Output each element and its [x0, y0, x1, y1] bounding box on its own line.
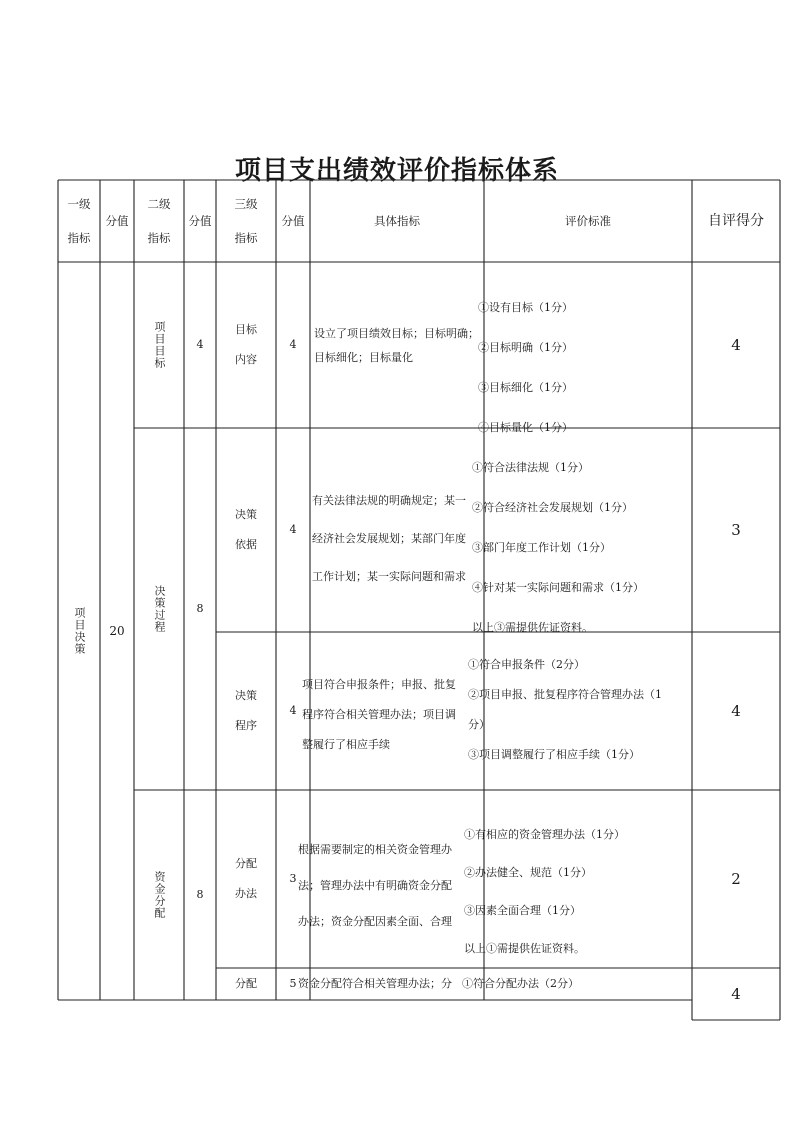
- criteria-line: ①符合法律法规（1分）: [472, 461, 589, 474]
- row-criteria: [478, 288, 690, 448]
- row-self-score: 2: [731, 870, 741, 888]
- level3-line1: 目标: [235, 323, 257, 336]
- row-level3: [216, 428, 276, 632]
- level3-line1: 决策: [235, 508, 257, 521]
- specific-line: 资金分配符合相关管理办法；分: [298, 977, 452, 990]
- row-score: 4: [289, 704, 297, 717]
- row-criteria: [472, 448, 690, 648]
- header-level1-line1: 一级: [67, 197, 91, 211]
- row-level3: [216, 968, 276, 1000]
- row-specific: [302, 670, 482, 760]
- row-criteria: [462, 974, 690, 994]
- row-specific: [314, 322, 484, 370]
- row-self-score: 4: [731, 702, 741, 720]
- criteria-line: 分）: [468, 718, 490, 731]
- level1-score: 20: [109, 624, 125, 638]
- criteria-line: ③目标细化（1分）: [478, 381, 573, 394]
- group-project-goal: [134, 262, 184, 428]
- criteria-line: ②办法健全、规范（1分）: [464, 866, 592, 879]
- row-level3: [216, 790, 276, 968]
- header-score2: 分值: [188, 214, 212, 228]
- group-score: 8: [196, 888, 204, 901]
- group-score: 4: [196, 338, 204, 351]
- criteria-line: ①设有目标（1分）: [478, 301, 573, 314]
- criteria-line: ④目标量化（1分）: [478, 421, 573, 434]
- group-decision-process: [134, 428, 184, 790]
- specific-line: 法；管理办法中有明确资金分配: [298, 879, 452, 892]
- row-score: 5: [289, 977, 297, 990]
- row-score: 3: [289, 872, 297, 885]
- group-score: 8: [196, 602, 204, 615]
- row-criteria: [464, 816, 690, 968]
- specific-line: 工作计划；某一实际问题和需求: [312, 570, 466, 583]
- group-name: 决策过程: [153, 585, 166, 633]
- specific-line: 目标细化；目标量化: [314, 351, 413, 364]
- header-score1: 分值: [105, 214, 129, 228]
- level1-cell: [58, 262, 100, 1000]
- header-level2: [134, 180, 184, 262]
- criteria-line: ④针对某一实际问题和需求（1分）: [472, 581, 644, 594]
- level3-line2: 内容: [235, 353, 257, 366]
- criteria-line: 以上①需提供佐证资料。: [464, 942, 585, 955]
- criteria-line: 以上③需提供佐证资料。: [472, 621, 593, 634]
- row-specific: [298, 832, 482, 940]
- criteria-line: ②项目申报、批复程序符合管理办法（1: [468, 688, 662, 701]
- criteria-line: ③项目调整履行了相应手续（1分）: [468, 748, 640, 761]
- criteria-line: ①有相应的资金管理办法（1分）: [464, 828, 625, 841]
- page-title: 项目支出绩效评价指标体系: [234, 156, 559, 186]
- criteria-line: ③部门年度工作计划（1分）: [472, 541, 611, 554]
- header-level2-line2: 指标: [147, 231, 171, 245]
- specific-line: 办法；资金分配因素全面、合理: [298, 915, 452, 928]
- level3-line1: 决策: [235, 689, 257, 702]
- row-score: 4: [289, 523, 297, 536]
- header-level3-line2: 指标: [234, 231, 258, 245]
- level3-line2: 依据: [235, 538, 257, 551]
- specific-line: 经济社会发展规划；某部门年度: [312, 532, 466, 545]
- header-score3: 分值: [281, 214, 305, 228]
- header-specific: 具体指标: [374, 214, 420, 228]
- level3-line1: 分配: [235, 977, 257, 990]
- group-name: 项目目标: [153, 321, 166, 369]
- specific-line: 设立了项目绩效目标；目标明确；: [314, 327, 479, 340]
- header-criteria: 评价标准: [565, 214, 611, 228]
- row-specific: [298, 974, 482, 994]
- row-specific: [312, 482, 484, 596]
- row-level3: [216, 632, 276, 790]
- row-self-score: 4: [731, 336, 741, 354]
- criteria-line: ③因素全面合理（1分）: [464, 904, 581, 917]
- group-fund-allocation: [134, 790, 184, 1000]
- criteria-line: ②目标明确（1分）: [478, 341, 573, 354]
- criteria-line: ①符合申报条件（2分）: [468, 658, 585, 671]
- specific-line: 整履行了相应手续: [302, 738, 390, 751]
- row-self-score: 3: [731, 521, 741, 539]
- level3-line1: 分配: [235, 857, 257, 870]
- specific-line: 根据需要制定的相关资金管理办: [298, 843, 452, 856]
- specific-line: 项目符合申报条件；申报、批复: [302, 678, 456, 691]
- criteria-line: ②符合经济社会发展规划（1分）: [472, 501, 633, 514]
- row-level3: [216, 262, 276, 428]
- level1-name: 项目决策: [73, 607, 86, 655]
- header-self-score: 自评得分: [708, 213, 764, 229]
- specific-line: 有关法律法规的明确规定；某一: [312, 494, 466, 507]
- level3-line2: 程序: [235, 719, 257, 732]
- header-level1: [58, 180, 100, 262]
- specific-line: 程序符合相关管理办法；项目调: [302, 708, 456, 721]
- level3-line2: 办法: [235, 887, 257, 900]
- row-self-score: 4: [731, 985, 741, 1003]
- row-score: 4: [289, 338, 297, 351]
- header-level3-line1: 三级: [234, 197, 258, 211]
- header-level3: [216, 180, 276, 262]
- criteria-line: ①符合分配办法（2分）: [462, 977, 579, 990]
- group-name: 资金分配: [153, 871, 166, 919]
- header-level1-line2: 指标: [67, 231, 91, 245]
- row-criteria: [468, 650, 690, 770]
- header-level2-line1: 二级: [147, 197, 171, 211]
